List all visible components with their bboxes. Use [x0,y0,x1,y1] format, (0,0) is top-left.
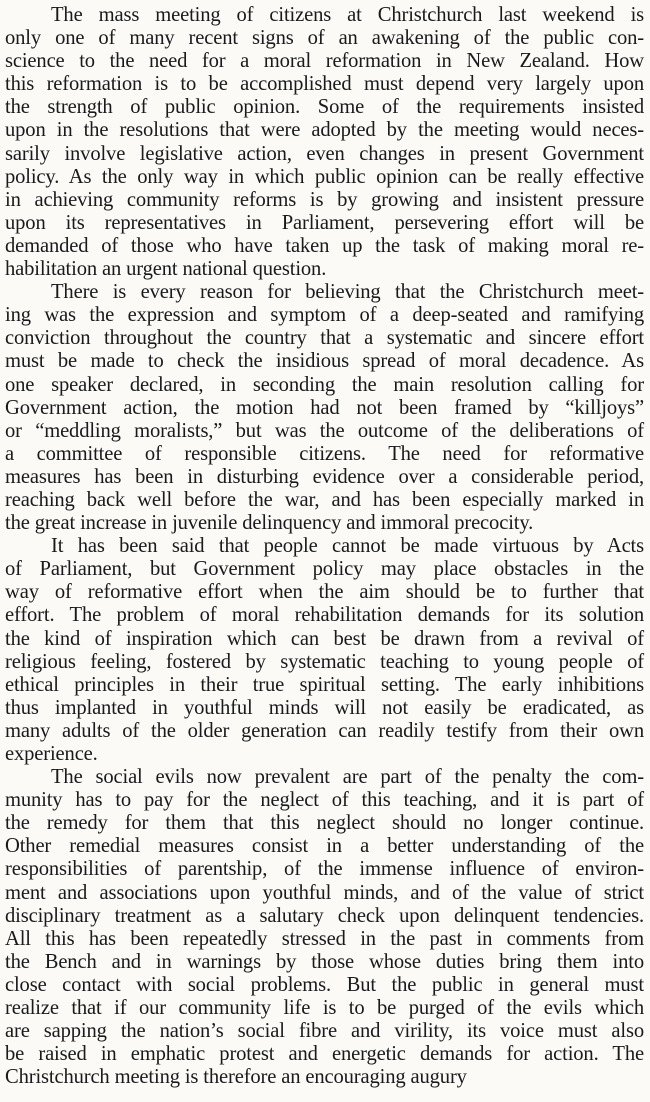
text-line: realize that if our community life is to be purged of the evils which [5,997,644,1020]
text-line: policy. As the only way in which public opinion can be really effective [5,165,644,188]
text-line: ment and associations upon youthful minds, and of the value of strict [5,881,644,904]
text-line: effort. The problem of moral rehabilitation demands for its solution [5,604,644,627]
text-line: many adults of the older generation can readily testify from their own [5,719,644,742]
text-line: The mass meeting of citizens at Christchurch last weekend is [51,4,644,26]
text-line: the Bench and in warnings by those whose duties bring them into [5,950,644,973]
text-line: religious feeling, fostered by systematic teaching to young people of [5,650,644,673]
text-line: habilitation an urgent national question. [5,258,327,281]
text-line: The social evils now prevalent are part of the penalty the com- [51,766,644,789]
text-line: Other remedial measures consist in a better understanding of the [5,835,644,858]
text-line: It has been said that people cannot be made virtuous by Acts [51,535,644,558]
paragraph [5,535,644,766]
text-line: upon its representatives in Parliament, persevering effort will be [5,211,644,234]
text-line: the remedy for them that this neglect should no longer continue. [5,812,644,835]
text-line: the strength of public opinion. Some of the requirements insisted [5,96,644,119]
text-line: There is every reason for believing that the Christchurch meet- [51,281,644,304]
text-line: measures has been in disturbing evidence over a considerable period, [5,465,644,488]
text-line: way of reformative effort when the aim should be to further that [5,581,644,604]
text-line: be raised in emphatic protest and energetic demands for action. The [5,1043,644,1066]
text-line: science to the need for a moral reformation in New Zealand. How [5,50,644,73]
editorial-column [5,0,644,1089]
text-line: thus implanted in youthful minds will not easily be eradicated, as [5,696,644,719]
text-line: are sapping the nation’s social fibre and virility, its voice must also [5,1020,644,1043]
text-line: the great increase in juvenile delinquency and immoral precocity. [5,512,534,535]
paragraph [5,281,644,535]
text-line: close contact with social problems. But the public in general must [5,973,644,996]
paragraph [5,0,644,281]
text-line: reaching back well before the war, and has been especially marked in [5,488,644,511]
paragraph [5,766,644,1089]
text-line: conviction throughout the country that a systematic and sincere effort [5,327,644,350]
text-line: Government action, the motion had not been framed by “killjoys” [5,396,644,419]
text-line: or “meddling moralists,” but was the outcome of the deliberations of [5,419,644,442]
text-line: munity has to pay for the neglect of this teaching, and it is part of [5,789,644,812]
text-line: disciplinary treatment as a salutary check upon delinquent tendencies. [5,904,644,927]
text-line: this reformation is to be accomplished must depend very largely upon [5,73,644,96]
text-line: ethical principles in their true spiritual setting. The early inhibitions [5,673,644,696]
text-line: one speaker declared, in seconding the main resolution calling for [5,373,644,396]
text-line: a committee of responsible citizens. The need for reformative [5,442,644,465]
text-line: in achieving community reforms is by growing and insistent pressure [5,188,644,211]
text-line: must be made to check the insidious spread of moral decadence. As [5,350,644,373]
text-line: only one of many recent signs of an awakening of the public con- [5,27,644,50]
text-line: Christchurch meeting is therefore an encouraging augury [5,1066,467,1089]
text-line: responsibilities of parentship, of the immense influence of environ- [5,858,644,881]
text-line: of Parliament, but Government policy may place obstacles in the [5,558,644,581]
text-line: All this has been repeatedly stressed in the past in comments from [5,927,644,950]
text-line: the kind of inspiration which can best be drawn from a revival of [5,627,644,650]
text-line: upon in the resolutions that were adopted by the meeting would neces- [5,119,644,142]
text-line: demanded of those who have taken up the task of making moral re- [5,234,644,257]
text-line: ing was the expression and symptom of a deep-seated and ramifying [5,304,644,327]
text-line: experience. [5,743,98,765]
text-line: sarily involve legislative action, even changes in present Government [5,142,644,165]
